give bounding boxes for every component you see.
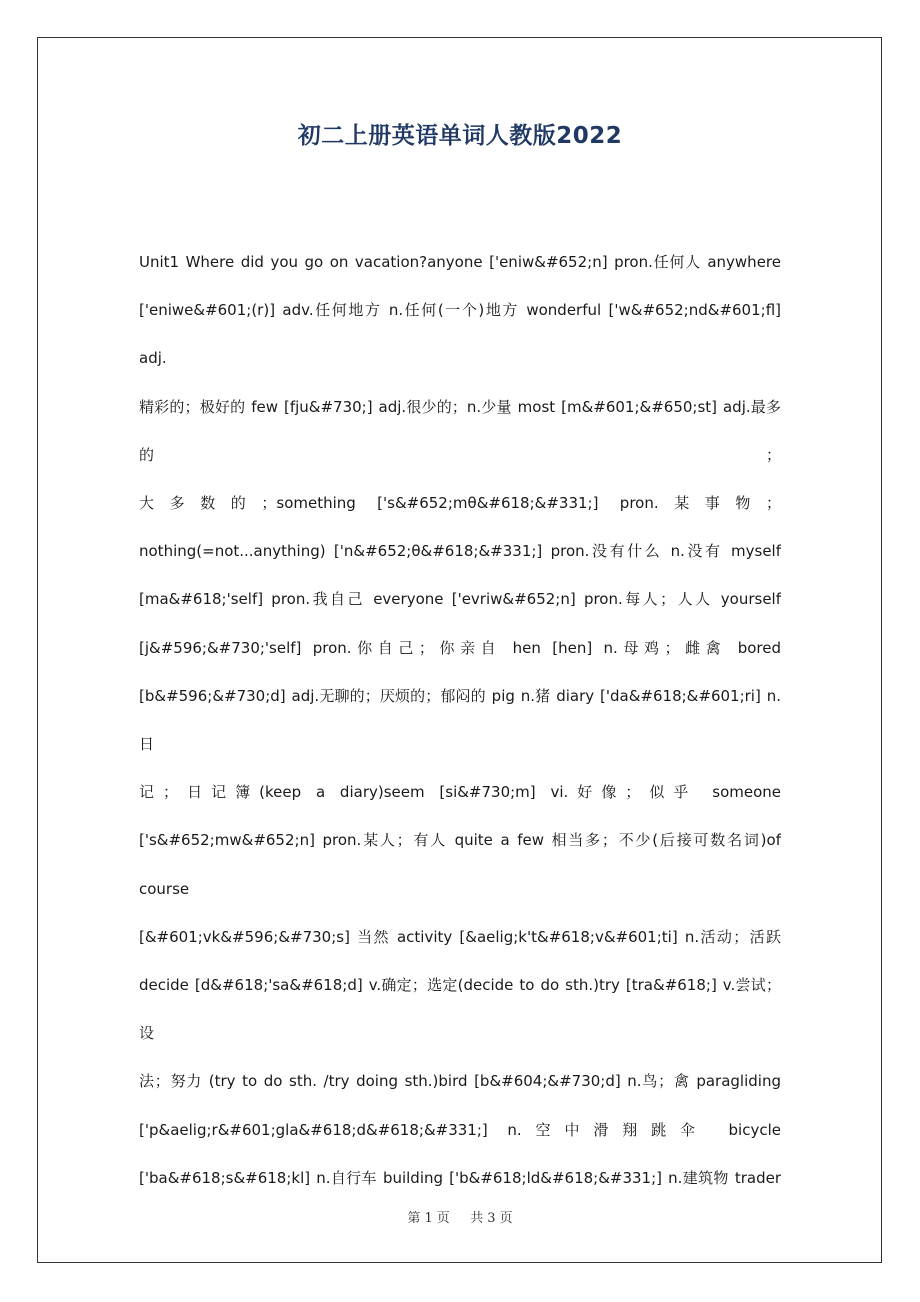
body-line: [&#601;vk&#596;&#730;s] 当然 activity [&aelig;k't&#618;v&#601;ti] n.活动；活跃 <box>139 927 781 946</box>
footer-page-unit: 页 <box>436 1211 450 1226</box>
body-line: [ma&#618;'self] pron.我自己 everyone ['evriw&#652;n] pron.每人；人人 yourself <box>139 590 781 609</box>
page-footer <box>0 1207 920 1226</box>
body-line: [b&#596;&#730;d] adj.无聊的；厌烦的；郁闷的 pig n.猪 diary ['da&#618;&#601;ri] n.日 <box>139 686 781 754</box>
body-line: decide [d&#618;'sa&#618;d] v.确定；选定(decide to do sth.)try [tra&#618;] v.尝试；设 <box>139 976 781 1043</box>
body-line: ['ba&#618;s&#618;kl] n.自行车 building ['b&#618;ld&#618;&#331;] n.建筑物 trader <box>139 1168 781 1187</box>
body-line: 法；努力 (try to do sth. /try doing sth.)bird [b&#604;&#730;d] n.鸟；禽 paragliding <box>139 1072 781 1091</box>
body-line: ['eniwe&#601;(r)] adv.任何地方 n.任何(一个)地方 wonderful ['w&#652;nd&#601;fl] adj. <box>139 301 781 368</box>
document-title: 初二上册英语单词人教版2022 <box>297 123 623 149</box>
footer-total-unit: 页 <box>499 1211 513 1226</box>
body-line: Unit1 Where did you go on vacation?anyone ['eniw&#652;n] pron.任何人 anywhere <box>139 253 781 271</box>
body-line: 精彩的；极好的 few [fju&#730;] adj.很少的；n.少量 most [m&#601;&#650;st] adj.最多的； <box>139 397 781 464</box>
footer-total-label: 共 <box>470 1211 484 1226</box>
body-line: ['p&aelig;r&#601;gla&#618;d&#618;&#331;] n.空中滑翔跳伞 bicycle <box>139 1120 781 1139</box>
body-line: ['s&#652;mw&#652;n] pron.某人；有人 quite a few 相当多；不少(后接可数名词)of course <box>139 831 781 898</box>
footer-page-number: 1 <box>424 1211 433 1226</box>
body-line: 记；日记簿(keep a diary)seem [si&#730;m] vi.好像；似乎 someone <box>139 783 781 802</box>
footer-page-label: 第 <box>407 1211 421 1226</box>
body-line: 大多数的；something ['s&#652;mθ&#618;&#331;] pron.某事物； <box>139 494 781 513</box>
footer-total-number: 3 <box>487 1211 496 1226</box>
document-body <box>139 238 781 1198</box>
body-line: [j&#596;&#730;'self] pron.你自己；你亲自 hen [hen] n.母鸡；雌禽 bored <box>139 638 781 657</box>
body-line: nothing(=not...anything) ['n&#652;θ&#618;&#331;] pron.没有什么 n.没有 myself <box>139 542 781 561</box>
